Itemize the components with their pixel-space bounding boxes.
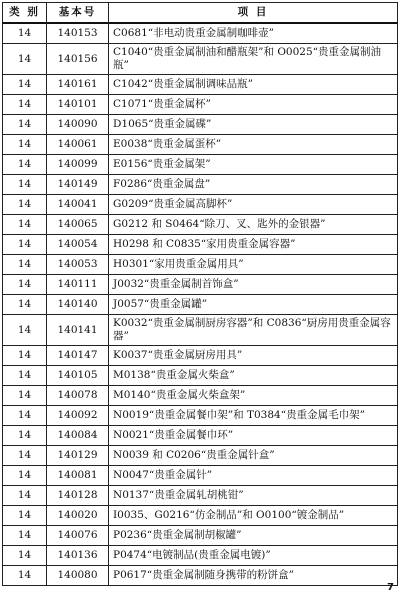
table-row xyxy=(3,295,398,315)
basic-number-cell: 140147 xyxy=(47,346,109,366)
class-cell: 14 xyxy=(3,346,47,366)
class-cell: 14 xyxy=(3,215,47,235)
basic-number-cell: 140153 xyxy=(47,23,109,44)
class-cell: 14 xyxy=(3,195,47,215)
table-row xyxy=(3,75,398,95)
class-cell: 14 xyxy=(3,295,47,315)
class-cell: 14 xyxy=(3,406,47,426)
item-cell: C1071“贵重金属杯” xyxy=(109,95,398,115)
item-cell: J0057“贵重金属罐” xyxy=(109,295,398,315)
item-cell: F0286“贵重金属盘” xyxy=(109,175,398,195)
basic-number-cell: 140105 xyxy=(47,366,109,386)
class-cell: 14 xyxy=(3,446,47,466)
header-basic-number: 基本号 xyxy=(47,3,109,24)
table-row xyxy=(3,566,398,586)
item-cell: C0681“非电动贵重金属制咖啡壶” xyxy=(109,23,398,44)
basic-number-cell: 140128 xyxy=(47,486,109,506)
basic-number-cell: 140053 xyxy=(47,255,109,275)
item-cell: N0137“贵重金属轧胡桃钳” xyxy=(109,486,398,506)
basic-number-cell: 140156 xyxy=(47,44,109,75)
basic-number-cell: 140140 xyxy=(47,295,109,315)
table-row xyxy=(3,215,398,235)
item-cell: J0032“贵重金属制首饰盒” xyxy=(109,275,398,295)
class-cell: 14 xyxy=(3,235,47,255)
table-row xyxy=(3,386,398,406)
page-number: 7 xyxy=(387,582,394,593)
table-row xyxy=(3,135,398,155)
basic-number-cell: 140161 xyxy=(47,75,109,95)
table-row xyxy=(3,275,398,295)
item-cell: M0140“贵重金属火柴盒架” xyxy=(109,386,398,406)
table-row xyxy=(3,506,398,526)
basic-number-cell: 140092 xyxy=(47,406,109,426)
basic-number-cell: 140065 xyxy=(47,215,109,235)
class-cell: 14 xyxy=(3,386,47,406)
item-cell: M0138“贵重金属火柴盒” xyxy=(109,366,398,386)
item-cell: E0156“贵重金属架” xyxy=(109,155,398,175)
basic-number-cell: 140020 xyxy=(47,506,109,526)
class-cell: 14 xyxy=(3,366,47,386)
class-cell: 14 xyxy=(3,23,47,44)
item-cell: E0038“贵重金属蛋杯” xyxy=(109,135,398,155)
item-cell: N0021“贵重金属餐巾环” xyxy=(109,426,398,446)
table-row xyxy=(3,466,398,486)
item-cell: C1040“贵重金属制油和醋瓶架”和 O0025“贵重金属制油瓶” xyxy=(109,44,398,75)
basic-number-cell: 140084 xyxy=(47,426,109,446)
table-row xyxy=(3,155,398,175)
basic-number-cell: 140099 xyxy=(47,155,109,175)
basic-number-cell: 140136 xyxy=(47,546,109,566)
table-row xyxy=(3,195,398,215)
basic-number-cell: 140111 xyxy=(47,275,109,295)
table-row xyxy=(3,315,398,346)
basic-number-cell: 140076 xyxy=(47,526,109,546)
table-row xyxy=(3,346,398,366)
item-cell: K0037“贵重金属厨房用具” xyxy=(109,346,398,366)
table-row xyxy=(3,546,398,566)
basic-number-cell: 140061 xyxy=(47,135,109,155)
class-cell: 14 xyxy=(3,115,47,135)
table-row xyxy=(3,95,398,115)
header-class: 类 别 xyxy=(3,3,47,24)
table-header-row xyxy=(3,3,398,24)
basic-number-cell: 140081 xyxy=(47,466,109,486)
item-cell: D1065“贵重金属碟” xyxy=(109,115,398,135)
class-cell: 14 xyxy=(3,255,47,275)
class-cell: 14 xyxy=(3,526,47,546)
table-row xyxy=(3,406,398,426)
item-cell: G0212 和 S0464“除刀、叉、匙外的金银器” xyxy=(109,215,398,235)
basic-number-cell: 140141 xyxy=(47,315,109,346)
class-cell: 14 xyxy=(3,135,47,155)
item-cell: N0019“贵重金属餐巾架”和 T0384“贵重金属毛巾架” xyxy=(109,406,398,426)
table-row xyxy=(3,235,398,255)
class-cell: 14 xyxy=(3,506,47,526)
table-row xyxy=(3,486,398,506)
class-cell: 14 xyxy=(3,426,47,446)
basic-number-cell: 140054 xyxy=(47,235,109,255)
table-row xyxy=(3,426,398,446)
class-cell: 14 xyxy=(3,75,47,95)
item-cell: P0236“贵重金属制胡椒罐” xyxy=(109,526,398,546)
item-cell: C1042“贵重金属制调味品瓶” xyxy=(109,75,398,95)
table-row xyxy=(3,44,398,75)
item-cell: K0032“贵重金属制厨房容器”和 C0836“厨房用贵重金属容器” xyxy=(109,315,398,346)
class-cell: 14 xyxy=(3,175,47,195)
class-cell: 14 xyxy=(3,466,47,486)
table-row xyxy=(3,23,398,44)
item-cell: G0209“贵重金属高脚杯” xyxy=(109,195,398,215)
table-body xyxy=(3,23,398,586)
header-item: 项 目 xyxy=(109,3,398,24)
class-cell: 14 xyxy=(3,315,47,346)
basic-number-cell: 140078 xyxy=(47,386,109,406)
item-cell: I0035、G0216“仿金制品”和 O0100“镀金制品” xyxy=(109,506,398,526)
item-cell: P0617“贵重金属制随身携带的粉饼盒” xyxy=(109,566,398,586)
table-row xyxy=(3,175,398,195)
table-row xyxy=(3,115,398,135)
class-cell: 14 xyxy=(3,44,47,75)
table-row xyxy=(3,255,398,275)
table-row xyxy=(3,366,398,386)
goods-classification-table xyxy=(2,2,398,586)
class-cell: 14 xyxy=(3,546,47,566)
class-cell: 14 xyxy=(3,155,47,175)
basic-number-cell: 140101 xyxy=(47,95,109,115)
item-cell: P0474“电镀制品(贵重金属电镀)” xyxy=(109,546,398,566)
class-cell: 14 xyxy=(3,486,47,506)
class-cell: 14 xyxy=(3,95,47,115)
class-cell: 14 xyxy=(3,275,47,295)
item-cell: H0298 和 C0835“家用贵重金属容器” xyxy=(109,235,398,255)
basic-number-cell: 140090 xyxy=(47,115,109,135)
class-cell: 14 xyxy=(3,566,47,586)
basic-number-cell: 140080 xyxy=(47,566,109,586)
basic-number-cell: 140041 xyxy=(47,195,109,215)
item-cell: H0301“家用贵重金属用具” xyxy=(109,255,398,275)
item-cell: N0039 和 C0206“贵重金属针盒” xyxy=(109,446,398,466)
basic-number-cell: 140149 xyxy=(47,175,109,195)
basic-number-cell: 140129 xyxy=(47,446,109,466)
table-row xyxy=(3,446,398,466)
table-row xyxy=(3,526,398,546)
item-cell: N0047“贵重金属针” xyxy=(109,466,398,486)
